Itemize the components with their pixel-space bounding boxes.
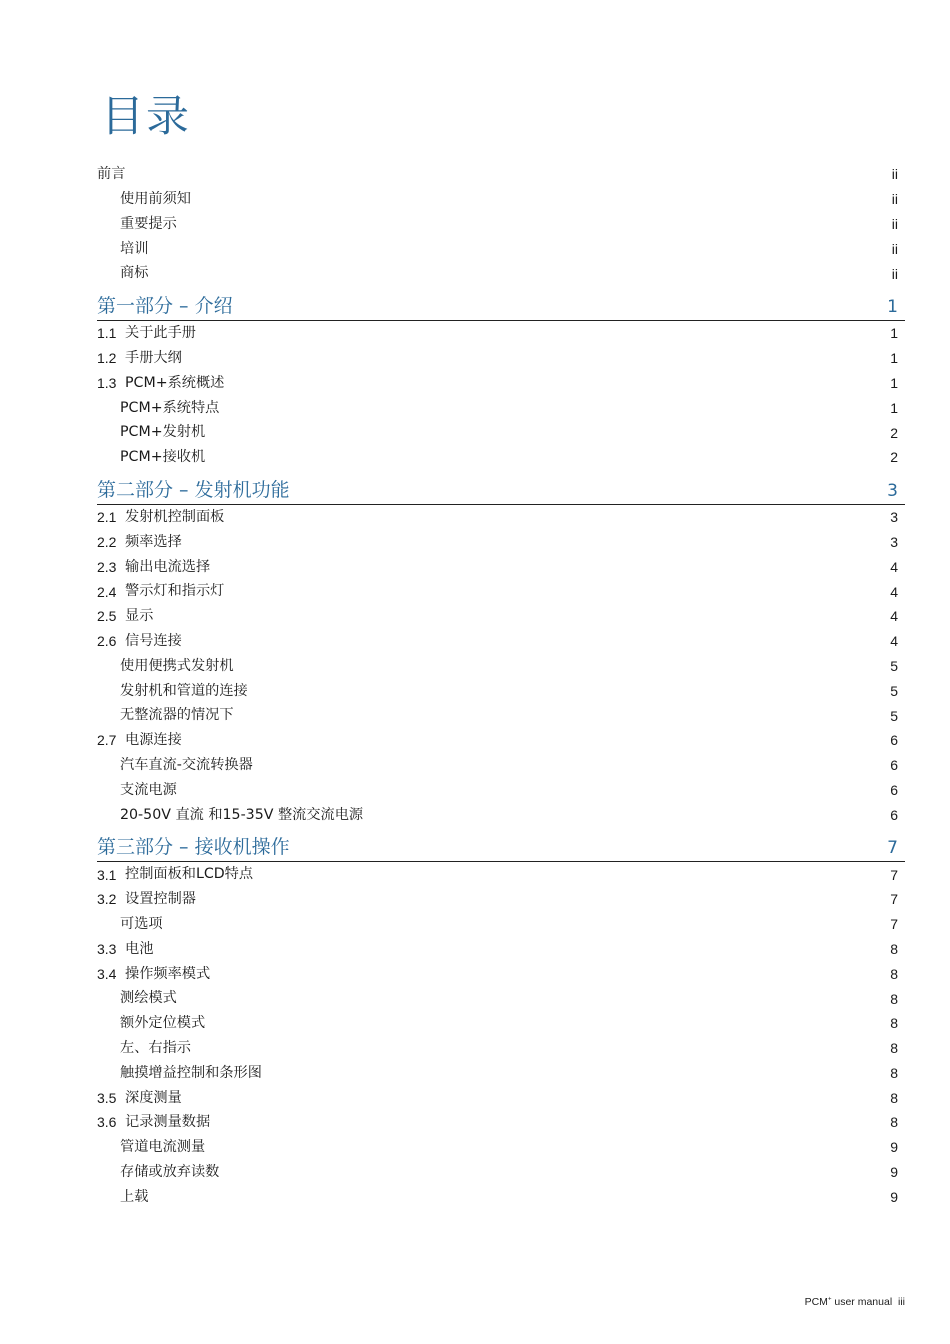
toc-entry-label-group — [97, 684, 248, 698]
toc-subentry[interactable] — [97, 395, 905, 420]
toc-entry-label-group — [97, 167, 125, 181]
toc-entry-label-group — [97, 1140, 205, 1154]
toc-entry-title: 测绘模式 — [120, 990, 177, 1007]
toc-subentry[interactable] — [97, 212, 905, 237]
toc-subentry[interactable] — [97, 654, 905, 679]
toc-entry[interactable] — [97, 1085, 905, 1110]
toc-entry[interactable] — [97, 629, 905, 654]
toc-entry-page-number: 4 — [890, 633, 898, 650]
toc-entry-title: 记录测量数据 — [125, 1114, 211, 1131]
toc-entry-number: 1.3 — [97, 374, 117, 391]
toc-entry-label-group — [97, 560, 210, 574]
toc-entry-page-number: 8 — [890, 940, 898, 957]
toc-entry[interactable] — [97, 505, 905, 530]
toc-entry-title: 使用便携式发射机 — [120, 657, 234, 674]
toc-entry-number: 2.2 — [97, 533, 117, 550]
toc-entry-title: 上载 — [120, 1188, 149, 1205]
toc-entry-title: 管道电流测量 — [120, 1139, 206, 1156]
toc-entry-title: 深度测量 — [125, 1089, 182, 1106]
toc-entry-title: 频率选择 — [125, 533, 182, 550]
toc-section-page-number: 3 — [887, 480, 898, 501]
toc-entry-page-number: 4 — [890, 608, 898, 625]
toc-entry-page-number: ii — [891, 240, 898, 257]
toc-entry-number: 1.1 — [97, 325, 117, 342]
toc-entry[interactable] — [97, 530, 905, 555]
toc-entry-page-number: 7 — [890, 891, 898, 908]
toc-entry-title: 20-50V 直流 和15-35V 整流交流电源 — [120, 806, 364, 823]
toc-subentry[interactable] — [97, 445, 905, 470]
toc-entry-page-number: ii — [891, 215, 898, 232]
toc-entry-label-group — [97, 634, 182, 648]
toc-entry-title: 输出电流选择 — [125, 558, 211, 575]
toc-entry-title: 显示 — [125, 608, 154, 625]
toc-entry-title: 发射机控制面板 — [125, 509, 225, 526]
toc-entry-label-group — [97, 917, 163, 931]
toc-entry-label-group — [97, 867, 253, 881]
toc-entry[interactable] — [97, 579, 905, 604]
toc-entry-number: 3.2 — [97, 891, 117, 908]
footer-page-number: iii — [898, 1296, 905, 1308]
toc-entry-page-number: 6 — [890, 806, 898, 823]
toc-section-group — [97, 470, 905, 827]
toc-entry-label-group — [97, 758, 253, 772]
toc-entry-number: 2.7 — [97, 732, 117, 749]
toc-entry-label-group — [97, 584, 224, 598]
toc-subentry[interactable] — [97, 678, 905, 703]
toc-entry-label-group — [97, 659, 234, 673]
toc-entry-page-number: 8 — [890, 1114, 898, 1131]
toc-section-title: 第二部分 – 发射机功能 — [97, 478, 290, 501]
toc-entry-title: 电池 — [125, 940, 154, 957]
toc-entry-title: 设置控制器 — [125, 891, 196, 908]
toc-entry[interactable] — [97, 887, 905, 912]
toc-entry-number: 3.3 — [97, 940, 117, 957]
toc-entry-number: 3.6 — [97, 1114, 117, 1131]
toc-entry-number: 1.2 — [97, 350, 117, 367]
toc-entry-title: 支流电源 — [120, 781, 177, 798]
toc-entry-title: PCM+系统特点 — [120, 399, 220, 416]
toc-entry-number: 3.5 — [97, 1089, 117, 1106]
toc-entry[interactable] — [97, 321, 905, 346]
toc-entry-title: 操作频率模式 — [125, 965, 211, 982]
toc-entry-page-number: 8 — [890, 965, 898, 982]
toc-entry-title: 汽车直流-交流转换器 — [120, 757, 253, 774]
toc-entry[interactable] — [97, 554, 905, 579]
toc-entry-page-number: 9 — [890, 1164, 898, 1181]
toc-section-header[interactable] — [97, 286, 905, 321]
toc-entry-page-number: 6 — [890, 781, 898, 798]
toc-subentry[interactable] — [97, 187, 905, 212]
toc-entry-label-group — [97, 733, 182, 747]
toc-entry-label-group — [97, 401, 219, 415]
toc-entry-number: 2.4 — [97, 583, 117, 600]
toc-entry-page-number: 7 — [890, 866, 898, 883]
toc-entry[interactable] — [97, 1110, 905, 1135]
toc-entry-title: 关于此手册 — [125, 325, 196, 342]
toc-entry-page-number: ii — [891, 166, 898, 183]
toc-entry-number: 2.6 — [97, 633, 117, 650]
toc-entry-number: 2.3 — [97, 558, 117, 575]
toc-subentry[interactable] — [97, 802, 905, 827]
toc-entry[interactable] — [97, 862, 905, 887]
toc-entry-label-group — [97, 967, 210, 981]
toc-entry-page-number: 8 — [890, 990, 898, 1007]
table-of-contents — [97, 162, 905, 1209]
toc-entry-title: 手册大纲 — [125, 350, 182, 367]
toc-entry-label-group — [97, 376, 224, 390]
toc-entry-title: 信号连接 — [125, 633, 182, 650]
toc-entry-label-group — [97, 217, 177, 231]
toc-entry-label-group — [97, 510, 224, 524]
toc-entry[interactable] — [97, 162, 905, 187]
toc-entry-label-group — [97, 266, 148, 280]
toc-entry-label-group — [97, 242, 148, 256]
toc-entry-page-number: 2 — [890, 449, 898, 466]
toc-entry-page-number: 8 — [890, 1089, 898, 1106]
toc-entry-page-number: 7 — [890, 916, 898, 933]
toc-entry-label-group — [97, 192, 191, 206]
footer-superscript: + — [827, 1296, 832, 1303]
toc-subentry[interactable] — [97, 420, 905, 445]
toc-entry-title: PCM+发射机 — [120, 424, 206, 441]
toc-entry[interactable] — [97, 371, 905, 396]
toc-entry-label-group — [97, 609, 153, 623]
toc-entry-label-group — [97, 450, 205, 464]
toc-subentry[interactable] — [97, 236, 905, 261]
toc-entry-label-group — [97, 1016, 205, 1030]
footer-product: PCM — [804, 1296, 828, 1308]
toc-entry-label-group — [97, 942, 153, 956]
toc-entry-number: 2.1 — [97, 509, 117, 526]
toc-entry-title: 重要提示 — [120, 215, 177, 232]
toc-section-header[interactable] — [97, 470, 905, 505]
toc-section-title: 第三部分 – 接收机操作 — [97, 836, 290, 859]
toc-entry-label-group — [97, 708, 234, 722]
toc-subentry[interactable] — [97, 261, 905, 286]
toc-entry-label-group — [97, 1115, 210, 1129]
toc-section-title: 第一部分 – 介绍 — [97, 294, 233, 317]
toc-subentry[interactable] — [97, 1135, 905, 1160]
toc-entry-page-number: 5 — [890, 657, 898, 674]
toc-subentry[interactable] — [97, 778, 905, 803]
toc-entry-label-group — [97, 535, 182, 549]
toc-subentry[interactable] — [97, 1011, 905, 1036]
toc-entry-page-number: 8 — [890, 1040, 898, 1057]
toc-subentry[interactable] — [97, 1061, 905, 1086]
toc-entry-label-group — [97, 425, 205, 439]
toc-entry-title: 左、右指示 — [120, 1040, 191, 1056]
toc-entry-title: 培训 — [120, 240, 149, 257]
toc-entry-page-number: 1 — [890, 325, 898, 342]
toc-entry[interactable] — [97, 937, 905, 962]
toc-entry-page-number: 8 — [890, 1064, 898, 1081]
toc-entry-title: 使用前须知 — [120, 191, 191, 208]
toc-entry-title: 额外定位模式 — [120, 1015, 206, 1032]
toc-entry-label-group — [97, 1041, 191, 1055]
toc-entry[interactable] — [97, 728, 905, 753]
toc-entry-title: PCM+系统概述 — [125, 374, 225, 391]
toc-subentry[interactable] — [97, 1160, 905, 1185]
page-title: 目录 — [101, 92, 191, 142]
toc-entry-title: 存储或放弃读数 — [120, 1163, 220, 1180]
toc-entry-title: PCM+接收机 — [120, 449, 206, 466]
toc-entry-title: 控制面板和LCD特点 — [125, 866, 254, 883]
toc-entry-label-group — [97, 808, 363, 822]
toc-entry-page-number: 8 — [890, 1015, 898, 1032]
toc-entry-page-number: 5 — [890, 682, 898, 699]
toc-entry-page-number: 1 — [890, 350, 898, 367]
toc-entry[interactable] — [97, 961, 905, 986]
toc-entry-page-number: 1 — [890, 374, 898, 391]
toc-entry-number: 3.4 — [97, 965, 117, 982]
toc-subentry[interactable] — [97, 1036, 905, 1061]
toc-entry-page-number: 3 — [890, 533, 898, 550]
toc-entry-title: 触摸增益控制和条形图 — [120, 1064, 262, 1081]
toc-subentry[interactable] — [97, 753, 905, 778]
toc-entry-label-group — [97, 892, 196, 906]
toc-entry-page-number: 6 — [890, 757, 898, 774]
toc-entry-label-group — [97, 326, 196, 340]
toc-entry-label-group — [97, 783, 177, 797]
toc-entry-title: 发射机和管道的连接 — [120, 682, 248, 699]
toc-section-page-number: 1 — [887, 296, 898, 317]
toc-subentry[interactable] — [97, 912, 905, 937]
toc-entry-page-number: 3 — [890, 509, 898, 526]
toc-entry[interactable] — [97, 346, 905, 371]
toc-entry-label-group — [97, 351, 182, 365]
toc-entry-page-number: 9 — [890, 1188, 898, 1205]
toc-intro-group — [97, 162, 905, 286]
toc-entry-number: 3.1 — [97, 866, 117, 883]
toc-entry-label-group — [97, 991, 177, 1005]
toc-entry-page-number: 6 — [890, 732, 898, 749]
toc-section-group — [97, 827, 905, 1209]
toc-entry-page-number: 4 — [890, 583, 898, 600]
toc-entry-title: 无整流器的情况下 — [120, 707, 234, 724]
toc-entry-label-group — [97, 1190, 148, 1204]
toc-entry-page-number: 9 — [890, 1139, 898, 1156]
toc-entry-title: 电源连接 — [125, 732, 182, 749]
toc-entry-title: 警示灯和指示灯 — [125, 583, 225, 600]
toc-section-header[interactable] — [97, 827, 905, 862]
footer-text: user manual — [831, 1296, 893, 1308]
toc-entry[interactable] — [97, 604, 905, 629]
toc-entry-page-number: ii — [891, 265, 898, 282]
toc-section-page-number: 7 — [887, 838, 898, 859]
toc-entry-page-number: 5 — [890, 707, 898, 724]
toc-entry-label-group — [97, 1091, 182, 1105]
toc-entry-label-group — [97, 1165, 219, 1179]
toc-subentry[interactable] — [97, 1184, 905, 1209]
toc-entry-number: 2.5 — [97, 608, 117, 625]
toc-entry-title: 商标 — [120, 265, 149, 282]
toc-subentry[interactable] — [97, 986, 905, 1011]
toc-entry-label-group — [97, 1066, 262, 1080]
page-footer — [805, 1296, 905, 1308]
toc-entry-page-number: 4 — [890, 558, 898, 575]
toc-entry-page-number: ii — [891, 191, 898, 208]
toc-subentry[interactable] — [97, 703, 905, 728]
toc-entry-page-number: 1 — [890, 399, 898, 416]
toc-entry-title: 前言 — [97, 166, 126, 183]
toc-entry-title: 可选项 — [120, 916, 163, 933]
toc-entry-page-number: 2 — [890, 424, 898, 441]
toc-section-group — [97, 286, 905, 470]
